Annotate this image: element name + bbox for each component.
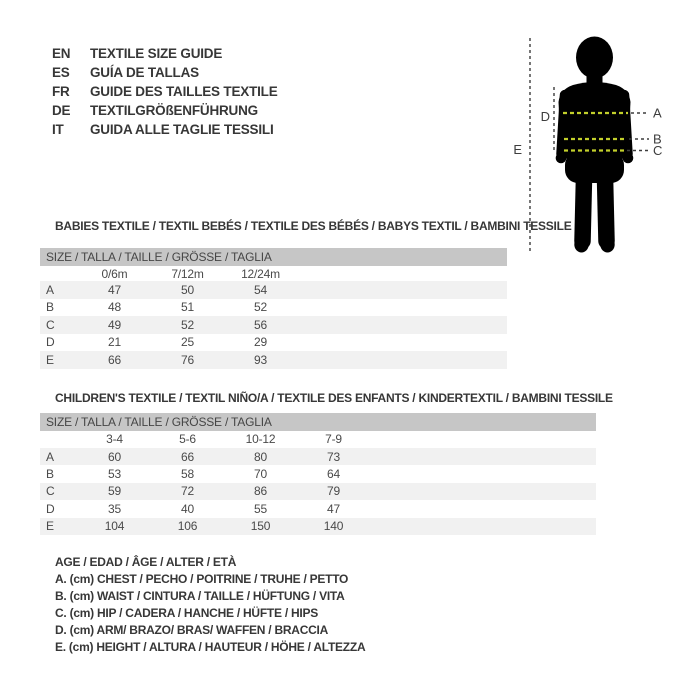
legend-hip-line: C. (cm) HIP / CADERA / HANCHE / HÜFTE / HIPS — [55, 606, 319, 620]
row-label: A — [46, 282, 54, 297]
list-item — [52, 82, 278, 101]
cell-value: 106 — [177, 519, 198, 534]
guide-title: GUIDE DES TAILLES TEXTILE — [90, 84, 278, 99]
table-row — [40, 334, 507, 352]
silhouette-left-hand — [556, 153, 567, 164]
cell-value: 73 — [327, 449, 340, 464]
table-row — [40, 465, 596, 482]
list-item — [52, 63, 278, 82]
table-row — [40, 281, 507, 299]
table-row — [40, 483, 596, 500]
language-code: IT — [52, 122, 64, 137]
guide-title: GUIDA ALLE TAGLIE TESSILI — [90, 122, 274, 137]
list-item — [52, 120, 278, 139]
measure-label-d: D — [540, 109, 550, 124]
column-header: 10-12 — [245, 432, 276, 447]
cell-value: 56 — [254, 317, 267, 332]
cell-value: 47 — [108, 282, 121, 297]
cell-value: 140 — [323, 519, 344, 534]
silhouette-right-foot — [600, 237, 614, 253]
table-row — [40, 351, 507, 369]
cell-value: 49 — [108, 317, 121, 332]
cell-value: 70 — [254, 467, 267, 482]
measure-label-a: A — [653, 105, 662, 121]
cell-value: 48 — [108, 300, 121, 315]
legend-height-line: E. (cm) HEIGHT / ALTURA / HAUTEUR / HÖHE / ALTEZZA — [55, 640, 366, 654]
column-header: 0/6m — [101, 266, 128, 281]
cell-value: 104 — [104, 519, 125, 534]
silhouette-right-hand — [623, 153, 634, 164]
cell-value: 29 — [254, 335, 267, 350]
row-label: D — [46, 335, 55, 350]
cell-value: 86 — [254, 484, 267, 499]
cell-value: 80 — [254, 449, 267, 464]
table-header-bar: SIZE / TALLA / TAILLE / GRÖSSE / TAGLIA — [40, 248, 507, 266]
language-title-list — [52, 44, 278, 139]
cell-value: 21 — [108, 335, 121, 350]
row-label: C — [46, 484, 55, 499]
language-code: FR — [52, 84, 70, 99]
cell-value: 35 — [108, 501, 121, 516]
silhouette-right-leg — [605, 178, 607, 241]
cell-value: 52 — [254, 300, 267, 315]
silhouette-left-leg — [583, 178, 585, 241]
table-row — [40, 500, 596, 517]
row-label: B — [46, 467, 54, 482]
measure-label-e: E — [513, 142, 522, 157]
row-label: C — [46, 317, 55, 332]
legend-chest-line: A. (cm) CHEST / PECHO / POITRINE / TRUHE / PETTO — [55, 572, 349, 586]
column-header: 3-4 — [106, 432, 123, 447]
column-header: 12/24m — [241, 266, 280, 281]
cell-value: 72 — [181, 484, 194, 499]
cell-value: 51 — [181, 300, 194, 315]
table-row — [40, 299, 507, 317]
silhouette-pelvis — [565, 152, 624, 183]
column-header: 7/12m — [171, 266, 204, 281]
measure-label-c: C — [653, 143, 663, 158]
row-label: B — [46, 300, 54, 315]
language-code: ES — [52, 65, 70, 80]
cell-value: 66 — [108, 352, 121, 367]
legend-age-line: AGE / EDAD / ÂGE / ALTER / ETÀ — [55, 555, 237, 569]
row-label: E — [46, 519, 54, 534]
silhouette-left-arm — [562, 95, 566, 154]
cell-value: 25 — [181, 335, 194, 350]
language-code: DE — [52, 103, 71, 118]
cell-value: 54 — [254, 282, 267, 297]
cell-value: 60 — [108, 449, 121, 464]
row-label: D — [46, 501, 55, 516]
cell-value: 150 — [250, 519, 271, 534]
measure-label-b: B — [653, 131, 662, 147]
legend-arm-line: D. (cm) ARM/ BRAZO/ BRAS/ WAFFEN / BRACCIA — [55, 623, 329, 637]
language-code: EN — [52, 46, 71, 61]
cell-value: 40 — [181, 501, 194, 516]
cell-value: 47 — [327, 501, 340, 516]
row-label: A — [46, 449, 54, 464]
silhouette-right-arm — [624, 95, 628, 154]
cell-value: 79 — [327, 484, 340, 499]
cell-value: 53 — [108, 467, 121, 482]
column-header: 5-6 — [179, 432, 196, 447]
age-columns-row — [40, 266, 507, 281]
children-size-table — [40, 413, 596, 535]
table-header-bar: SIZE / TALLA / TAILLE / GRÖSSE / TAGLIA — [40, 413, 596, 431]
column-header: 7-9 — [325, 432, 342, 447]
cell-value: 64 — [327, 467, 340, 482]
row-label: E — [46, 352, 54, 367]
babies-size-table — [40, 248, 507, 369]
table-row — [40, 448, 596, 465]
babies-section-title: BABIES TEXTILE / TEXTIL BEBÉS / TEXTILE DES BÉBÉS / BABYS TEXTIL / BAMBINI TESSILE — [55, 219, 572, 233]
table-row — [40, 316, 507, 334]
list-item — [52, 44, 278, 63]
cell-value: 50 — [181, 282, 194, 297]
legend-waist-line: B. (cm) WAIST / CINTURA / TAILLE / HÜFTUNG / VITA — [55, 589, 345, 603]
cell-value: 58 — [181, 467, 194, 482]
age-columns-row — [40, 431, 596, 449]
guide-title: GUÍA DE TALLAS — [90, 65, 199, 80]
cell-value: 93 — [254, 352, 267, 367]
guide-title: TEXTILE SIZE GUIDE — [90, 46, 223, 61]
guide-title: TEXTILGRÖßENFÜHRUNG — [90, 103, 258, 118]
cell-value: 55 — [254, 501, 267, 516]
cell-value: 52 — [181, 317, 194, 332]
list-item — [52, 101, 278, 120]
children-section-title: CHILDREN'S TEXTILE / TEXTIL NIÑO/A / TEXTILE DES ENFANTS / KINDERTEXTIL / BAMBINI TESSILE — [55, 391, 613, 405]
silhouette-left-foot — [574, 237, 588, 253]
cell-value: 66 — [181, 449, 194, 464]
cell-value: 76 — [181, 352, 194, 367]
measurement-legend — [55, 554, 365, 656]
cell-value: 59 — [108, 484, 121, 499]
table-row — [40, 518, 596, 535]
